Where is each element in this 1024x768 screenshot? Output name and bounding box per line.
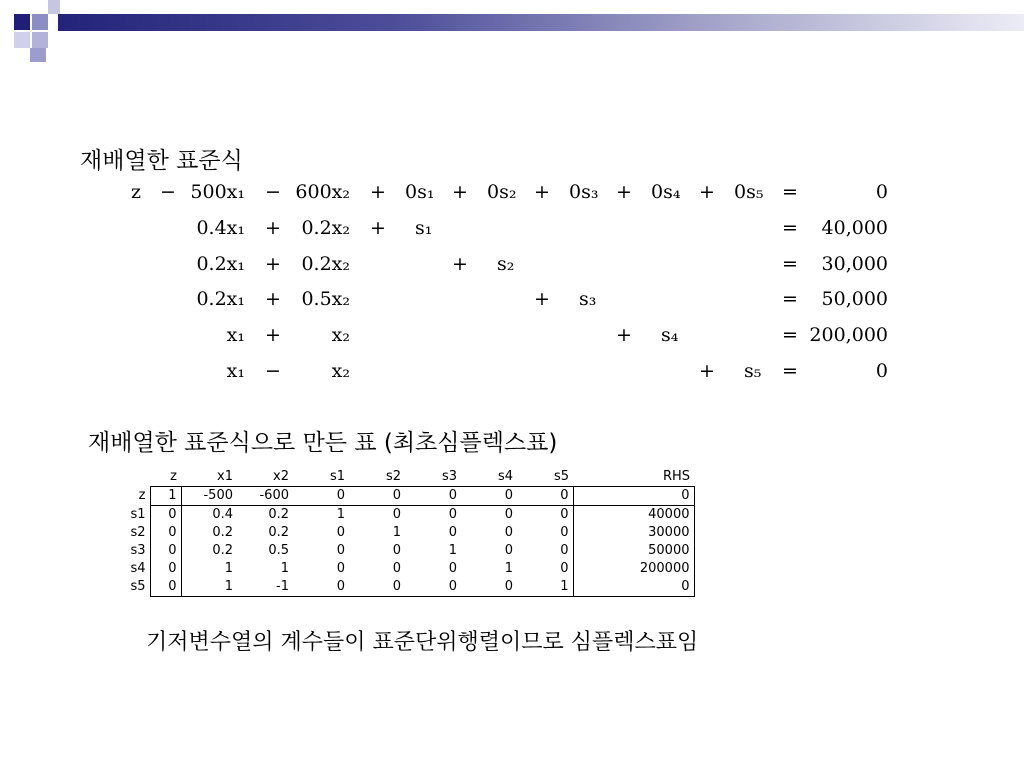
eq-operator: − [265,181,281,203]
equation-row [0,181,900,207]
header-square-decoration [48,0,60,14]
table-cell: 1 [504,561,513,576]
table-cell: 0 [150,506,181,525]
table-cell: 1 [181,578,237,597]
eq-equals: = [782,181,798,203]
table-cell: 0 [150,542,181,560]
eq-operator: + [452,253,468,275]
table-cell: 0 [150,560,181,578]
eq-operator: + [534,288,550,310]
equation-row [0,288,900,314]
eq-term: 0.2x₁ [196,288,245,310]
eq-equals: = [782,253,798,275]
table-cell-rhs: 50000 [573,542,694,560]
equation-row [0,217,900,243]
table-cell: 0 [349,578,405,597]
eq-term: 0s₃ [569,181,599,203]
eq-term: 0s₂ [487,181,517,203]
table-cell: 0 [517,524,573,542]
table-cell: 1 [517,578,573,597]
table-cell-rhs: 30000 [573,524,694,542]
table-cell: 0 [504,543,513,558]
table-cell: 0 [336,543,345,558]
table-cell: 0 [392,561,401,576]
eq-term: s₃ [579,288,597,310]
table-cell: -1 [237,578,293,597]
eq-rhs: 0 [875,181,888,203]
table-cell: 0 [517,506,573,525]
equation-row [0,324,900,350]
eq-operator: + [370,181,386,203]
table-cell: 0 [293,578,349,597]
eq-rhs: 40,000 [821,217,888,239]
eq-term: 500x₁ [190,181,245,203]
eq-term: z [131,181,142,203]
table-cell: 0.2 [268,525,289,540]
table-cell: 0.2 [212,543,233,558]
eq-rhs: 30,000 [821,253,888,275]
table-cell: 0 [293,487,349,506]
section-heading-standard-form: 재배열한 표준식 [80,148,243,174]
column-header: x1 [217,469,233,484]
table-cell: 1 [336,507,345,522]
eq-equals: = [782,324,798,346]
eq-operator: + [616,181,632,203]
eq-term: 0.4x₁ [196,217,245,239]
eq-term: s₅ [744,360,762,382]
eq-rhs: 50,000 [821,288,888,310]
header-gradient-bar [58,14,1024,31]
eq-operator: + [265,324,281,346]
column-header: s5 [553,469,569,484]
eq-operator: + [265,253,281,275]
table-cell: 0 [461,578,517,597]
table-cell-rhs: 200000 [573,560,694,578]
table-cell: 0 [349,487,405,506]
eq-term: 0s₅ [734,181,764,203]
eq-equals: = [782,288,798,310]
eq-term: 0s₁ [405,181,435,203]
eq-term: s₁ [415,217,433,239]
header-square-decoration [14,14,30,30]
row-label: s2 [130,525,146,540]
eq-operator: − [265,360,281,382]
row-label: s3 [130,543,146,558]
eq-equals: = [782,360,798,382]
table-cell: 0 [150,578,181,597]
column-header: s1 [329,469,345,484]
table-cell: 0.5 [268,543,289,558]
eq-term: 0.2x₁ [196,253,245,275]
table-cell: -600 [237,487,293,506]
equation-row [0,253,900,279]
eq-operator: + [370,217,386,239]
header-square-decoration [32,32,48,48]
table-cell: 1 [224,561,233,576]
table-cell: 0 [150,524,181,542]
table-cell: 0.2 [268,507,289,522]
eq-term: 0s₄ [651,181,681,203]
eq-rhs: 0 [875,360,888,382]
eq-term: x₂ [331,360,350,382]
table-cell: 1 [280,561,289,576]
eq-term: x₁ [226,324,245,346]
eq-rhs: 200,000 [809,324,888,346]
table-cell: 0 [504,507,513,522]
eq-operator: + [534,181,550,203]
table-cell: -500 [181,487,237,506]
eq-operator: + [452,181,468,203]
table-cell: 0.4 [212,507,233,522]
table-cell: 1 [150,487,181,506]
table-row [118,578,694,597]
table-row [118,542,694,560]
column-header: z [170,469,177,484]
table-cell: 0 [504,525,513,540]
column-header: s2 [385,469,401,484]
table-cell: 0 [405,578,461,597]
table-cell: 0 [448,561,457,576]
row-label: z [138,488,146,503]
table-cell: 0.2 [212,525,233,540]
table-cell: 0 [448,507,457,522]
table-row [118,487,694,506]
row-label: s1 [130,506,146,522]
table-header-row [118,468,694,487]
column-header: RHS [662,469,690,484]
table-row [118,524,694,542]
table-cell-rhs: 0 [573,578,694,597]
eq-term: 0.2x₂ [301,253,350,275]
eq-term: x₂ [331,324,350,346]
eq-equals: = [782,217,798,239]
header-square-decoration [14,32,30,48]
eq-term: 0.2x₂ [301,217,350,239]
column-header: s4 [497,469,513,484]
table-cell: 0 [405,487,461,506]
table-cell-rhs: 40000 [573,506,694,525]
eq-operator: + [699,360,715,382]
table-cell: 0 [336,525,345,540]
table-cell-rhs: 0 [573,487,694,506]
eq-term: x₁ [226,360,245,382]
simplex-table [118,468,695,597]
table-cell: 0 [461,487,517,506]
header-square-decoration [32,14,48,30]
eq-term: 600x₂ [295,181,350,203]
column-header: s3 [441,469,457,484]
eq-term: s₄ [661,324,679,346]
eq-operator: + [265,217,281,239]
table-cell: 0 [448,525,457,540]
table-cell: 1 [392,525,401,540]
eq-term: 0.5x₂ [301,288,350,310]
table-cell: 0 [392,507,401,522]
table-cell: 0 [336,561,345,576]
eq-operator: + [699,181,715,203]
table-cell: 0 [517,487,573,506]
table-cell: 0 [392,543,401,558]
row-label: s4 [130,561,146,576]
table-cell: 0 [517,542,573,560]
table-row [118,506,694,525]
table-cell: 0 [517,560,573,578]
explanation-note: 기저변수열의 계수들이 표준단위행렬이므로 심플렉스표임 [146,630,699,655]
table-row [118,560,694,578]
section-heading-initial-simplex-table: 재배열한 표준식으로 만든 표 (최초심플렉스표) [88,430,558,456]
table-cell: 1 [448,543,457,558]
eq-operator: − [160,181,176,203]
eq-term: s₂ [497,253,515,275]
row-label: s5 [130,579,146,595]
eq-operator: + [616,324,632,346]
equation-row [0,360,900,386]
column-header: x2 [273,469,289,484]
header-square-decoration [30,48,46,62]
eq-operator: + [265,288,281,310]
